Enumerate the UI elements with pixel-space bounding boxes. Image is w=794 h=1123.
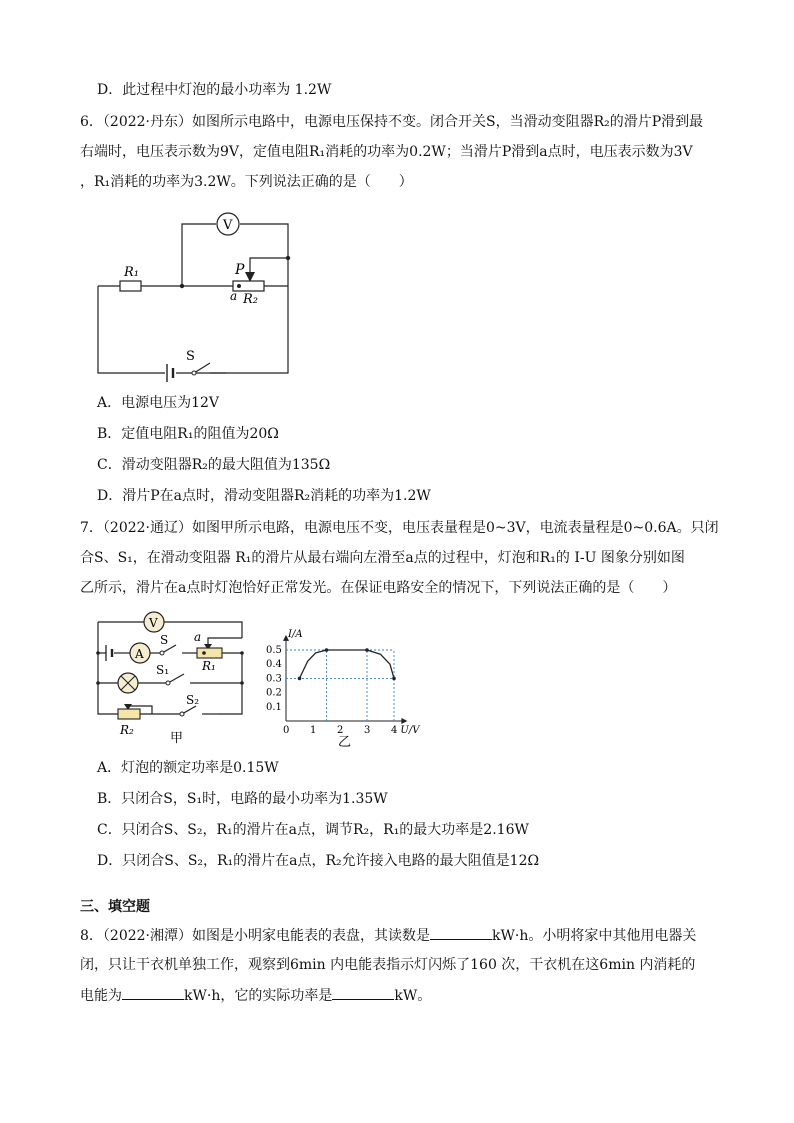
data-point xyxy=(392,677,396,681)
q8-line1-text-a: 8．（2022·湘潭）如图是小明家电能表的表盘，其读数是 xyxy=(80,928,430,944)
q6-r1-label: R₁ xyxy=(124,265,139,280)
y-tick-label: 0.1 xyxy=(266,701,282,713)
x-axis-arrow xyxy=(401,718,407,724)
q7-option-c: C．只闭合S、S₂，R₁的滑片在a点，调节R₂，R₁的最大功率是2.16W xyxy=(97,822,529,838)
q6-r2-label: R₂ xyxy=(243,292,258,307)
x-tick-label: 0 xyxy=(283,725,290,736)
q6-stem-line2: 右端时，电压表示数为9V，定值电阻R₁消耗的功率为0.2W；当滑片P滑到a点时，电压表示数为3V xyxy=(80,144,693,160)
q7-circuit-caption: 甲 xyxy=(170,731,184,746)
q7-graph-caption: 乙 xyxy=(338,735,352,748)
section-title: 三、填空题 xyxy=(80,899,150,915)
q7-option-a: A．灯泡的额定功率是0.15W xyxy=(97,760,279,776)
q6-voltmeter-label: V xyxy=(223,218,233,233)
q7-ammeter-label: A xyxy=(135,647,144,661)
q6-slider-label: P xyxy=(235,262,245,278)
data-point xyxy=(325,648,329,652)
data-point xyxy=(365,648,369,652)
y-tick-label: 0.3 xyxy=(266,673,282,685)
q7-voltmeter-label: V xyxy=(149,616,158,630)
series-line-0 xyxy=(300,650,327,678)
q6-stem-line1: 6．（2022·丹东）如图所示电路中，电源电压保持不变。闭合开关S，当滑动变阻器R₂的滑片P滑到最 xyxy=(80,114,704,130)
q6-point-a-label: a xyxy=(230,289,238,303)
q8-answer-blank-2[interactable] xyxy=(122,985,184,1000)
q8-answer-blank-3[interactable] xyxy=(332,985,394,1000)
q6-option-d: D．滑片P在a点时，滑动变阻器R₂消耗的功率为1.2W xyxy=(97,488,431,504)
q6-circuit-diagram xyxy=(90,200,305,385)
y-tick-label: 0.5 xyxy=(266,645,282,656)
q7-r1-label: R₁ xyxy=(202,659,216,673)
q8-line3-text-b: kW·h，它的实际功率是 xyxy=(184,988,333,1004)
q5-option-d: D．此过程中灯泡的最小功率为 1.2W xyxy=(97,82,332,98)
q7-point-a-label: a xyxy=(194,630,202,644)
q8-line3-text-c: kW。 xyxy=(394,988,432,1004)
q6-option-a: A．电源电压为12V xyxy=(97,395,220,411)
q8-line1 xyxy=(80,925,696,946)
q7-r2-label: R₂ xyxy=(120,723,134,737)
q7-stem-line1: 7．（2022·通辽）如图甲所示电路，电源电压不变，电压表量程是0~3V，电流表量程是0~0.6A。只闭 xyxy=(80,520,719,536)
q6-r1-resistor xyxy=(120,281,141,291)
q8-answer-blank-1[interactable] xyxy=(430,925,492,940)
q6-switch-label: S xyxy=(186,349,195,364)
q7-s2-label: S₂ xyxy=(186,693,200,707)
q8-line3-text-a: 电能为 xyxy=(80,988,122,1004)
y-tick-label: 0.2 xyxy=(266,687,282,699)
x-tick-label: 1 xyxy=(310,725,317,736)
q7-option-b: B．只闭合S，S₁时，电路的最小功率为1.35W xyxy=(97,791,388,807)
q7-iu-graph xyxy=(262,618,422,748)
q7-stem-line2: 合S、S₁，在滑动变阻器 R₁的滑片从最右端向左滑至a点的过程中，灯泡和R₁的 I-U 图象分别如图 xyxy=(80,550,685,566)
data-point xyxy=(298,677,302,681)
q7-circuit-diagram xyxy=(92,608,257,748)
q8-line3 xyxy=(80,985,431,1006)
q6-option-b: B．定值电阻R₁的阻值为20Ω xyxy=(97,426,279,442)
series-line-2 xyxy=(367,650,394,678)
q7-r2-resistor xyxy=(118,709,140,719)
q7-s-label: S xyxy=(160,633,169,647)
q8-line1-text-b: kW·h。小明将家中其他用电器关 xyxy=(492,928,697,944)
y-tick-label: 0.4 xyxy=(266,659,282,671)
q7-stem-line3: 乙所示，滑片在a点时灯泡恰好正常发光。在保证电路安全的情况下，下列说法正确的是（ ） xyxy=(80,580,677,596)
q8-line2: 闭，只让干衣机单独工作，观察到6min 内电能表指示灯闪烁了160 次，干衣机在这6min 内消耗的 xyxy=(80,957,696,973)
x-axis-label: U/V xyxy=(400,725,420,736)
q7-r1-resistor xyxy=(197,648,222,658)
q7-option-d: D．只闭合S、S₂，R₁的滑片在a点，R₂允许接入电路的最大阻值是12Ω xyxy=(97,853,540,869)
y-axis-label: I/A xyxy=(288,628,303,640)
x-tick-label: 4 xyxy=(391,725,398,736)
x-tick-label: 2 xyxy=(337,725,344,736)
q7-s1-label: S₁ xyxy=(156,663,170,677)
x-tick-label: 3 xyxy=(364,725,371,736)
q6-stem-line3: ，R₁消耗的功率为3.2W。下列说法正确的是（ ） xyxy=(80,174,413,190)
q6-option-c: C．滑动变阻器R₂的最大阻值为135Ω xyxy=(97,457,331,473)
